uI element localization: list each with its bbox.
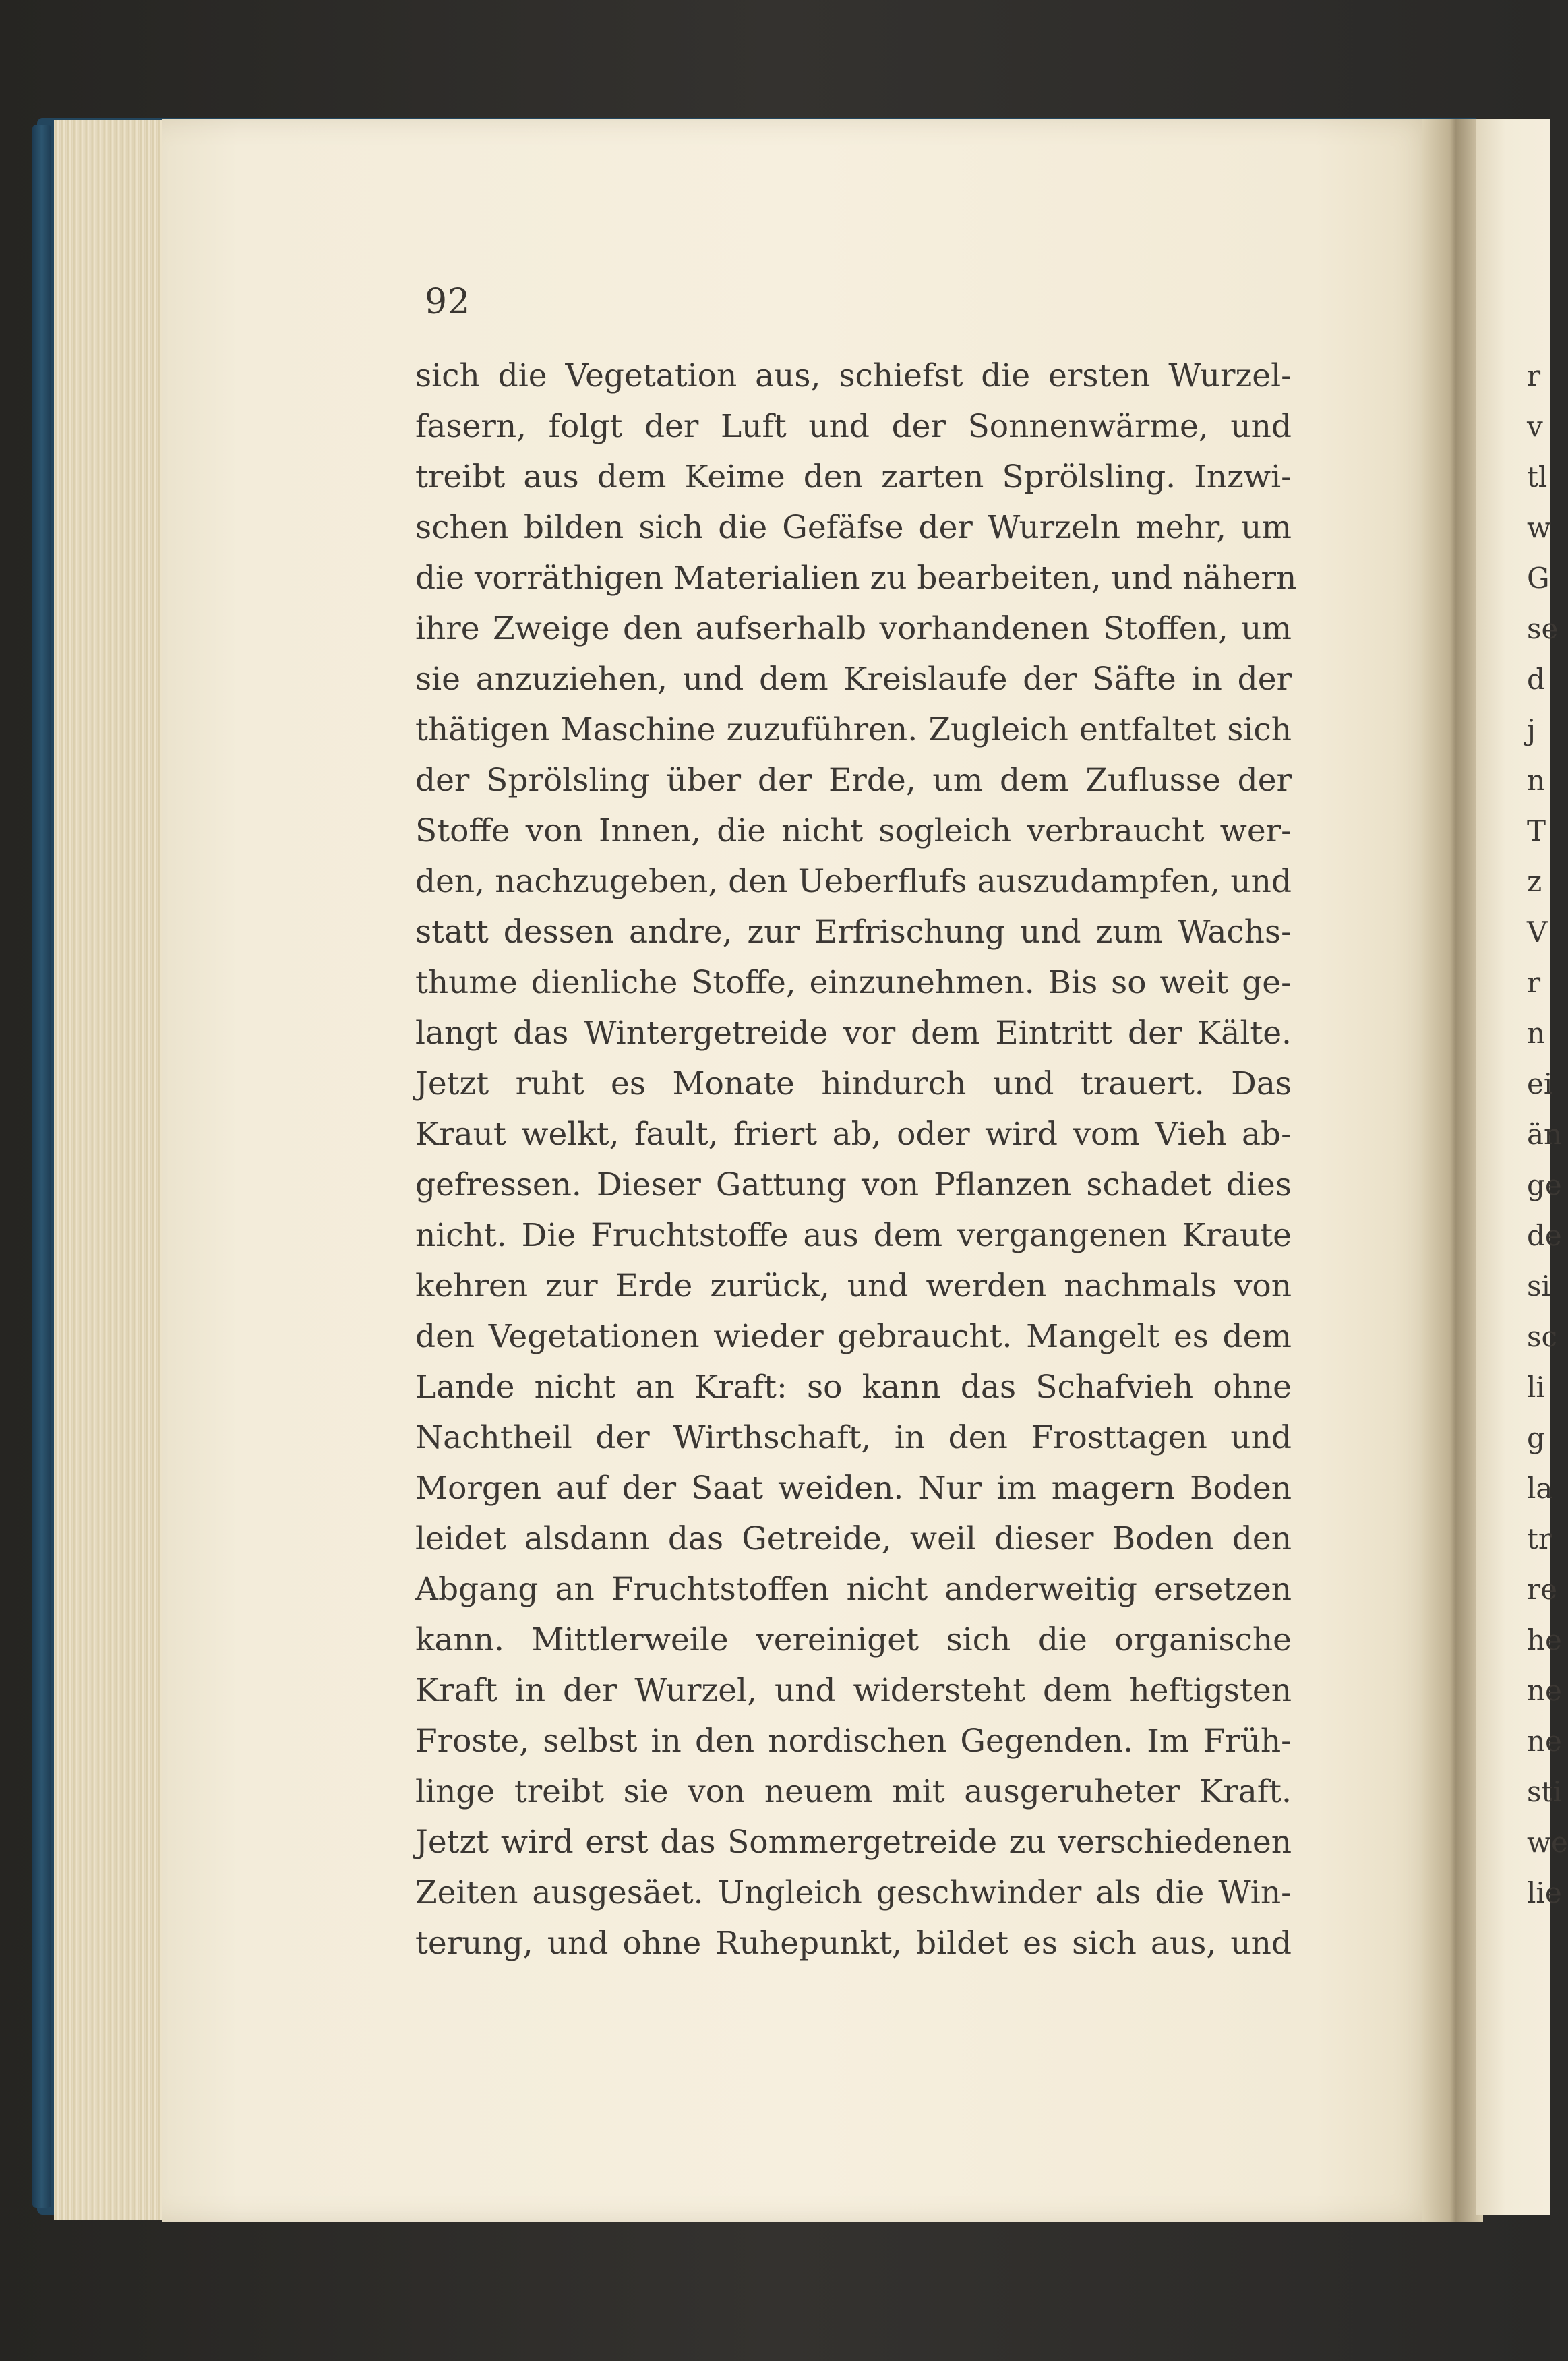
text-line: sich die Vegetation aus, schiefst die ersten Wurzel-	[415, 357, 1292, 394]
text-line: terung, und ohne Ruhepunkt, bildet es sich aus, und	[415, 1925, 1292, 1962]
text-line: den Vegetationen wieder gebraucht. Mangelt es dem	[415, 1318, 1292, 1355]
text-line: Froste, selbst in den nordischen Gegenden. Im Früh-	[415, 1723, 1292, 1760]
facing-page-fragment: g	[1527, 1421, 1545, 1454]
text-line: kann. Mittlerweile vereiniget sich die organische	[415, 1621, 1292, 1658]
facing-page-fragment: V	[1527, 916, 1548, 949]
body-text	[415, 351, 1297, 1969]
text-line: Nachtheil der Wirthschaft, in den Frosttagen und	[415, 1419, 1292, 1456]
facing-page-fragment: li	[1527, 1371, 1545, 1404]
facing-page-fragment: he	[1527, 1623, 1562, 1656]
text-line: schen bilden sich die Gefäfse der Wurzeln mehr, um	[415, 509, 1292, 546]
facing-page-fragment: n	[1527, 1017, 1546, 1050]
book-gutter	[1422, 119, 1483, 2222]
facing-page-fragment: ei	[1527, 1067, 1553, 1100]
text-line: Jetzt ruht es Monate hindurch und trauert. Das	[415, 1065, 1292, 1102]
text-line: fasern, folgt der Luft und der Sonnenwärme, und	[415, 408, 1292, 445]
text-line: kehren zur Erde zurück, und werden nachmals von	[415, 1267, 1292, 1305]
facing-page-fragment: r	[1527, 966, 1541, 999]
facing-page-fragment: d	[1527, 663, 1545, 696]
text-line: Morgen auf der Saat weiden. Nur im magern Boden	[415, 1470, 1292, 1507]
facing-page-fragment: ge	[1527, 1168, 1562, 1201]
facing-page-fragment: n	[1527, 764, 1546, 797]
facing-page-fragment: w	[1527, 511, 1551, 544]
facing-page-fragment: la	[1527, 1472, 1553, 1505]
book-spine-edge	[32, 125, 51, 2208]
text-line: leidet alsdann das Getreide, weil dieser Boden den	[415, 1520, 1292, 1557]
facing-page-fragment: se	[1527, 612, 1559, 645]
text-line: Stoffe von Innen, die nicht sogleich verbraucht wer-	[415, 812, 1292, 849]
facing-page-fragment: ne	[1527, 1674, 1562, 1707]
facing-page-fragment: tr	[1527, 1522, 1552, 1555]
text-line: ihre Zweige den aufserhalb vorhandenen Stoffen, um	[415, 610, 1292, 647]
text-line: linge treibt sie von neuem mit ausgeruheter Kraft.	[415, 1773, 1292, 1810]
facing-page-fragment: sc	[1527, 1320, 1558, 1353]
text-line: statt dessen andre, zur Erfrischung und zum Wachs-	[415, 914, 1292, 951]
text-line: treibt aus dem Keime den zarten Sprölsling. Inzwi-	[415, 458, 1292, 496]
page-edges	[54, 120, 169, 2220]
facing-page-fragment: we	[1527, 1826, 1568, 1859]
page-number: 92	[425, 282, 471, 322]
facing-page-text	[1527, 351, 1568, 1918]
text-line: gefressen. Dieser Gattung von Pflanzen schadet dies	[415, 1166, 1292, 1203]
facing-page-fragment: ne	[1527, 1725, 1562, 1758]
text-line: Kraut welkt, fault, friert ab, oder wird vom Vieh ab-	[415, 1116, 1292, 1153]
text-line: sie anzuziehen, und dem Kreislaufe der Säfte in der	[415, 661, 1292, 698]
text-line: Lande nicht an Kraft: so kann das Schafvieh ohne	[415, 1369, 1292, 1406]
text-line: Kraft in der Wurzel, und widersteht dem heftigsten	[415, 1672, 1292, 1709]
text-line: Jetzt wird erst das Sommergetreide zu verschiedenen	[415, 1824, 1292, 1861]
facing-page-fragment: T	[1527, 814, 1546, 847]
text-line: nicht. Die Fruchtstoffe aus dem vergangenen Kraute	[415, 1217, 1292, 1254]
facing-page-fragment: sti	[1527, 1775, 1562, 1808]
facing-page-fragment: lie	[1527, 1876, 1562, 1909]
text-line: Abgang an Fruchtstoffen nicht anderweitig ersetzen	[415, 1571, 1292, 1608]
text-line: thätigen Maschine zuzuführen. Zugleich entfaltet sich	[415, 711, 1292, 748]
facing-page-fragment: si	[1527, 1269, 1550, 1303]
facing-page-fragment: de	[1527, 1219, 1562, 1252]
facing-page-fragment: än	[1527, 1118, 1563, 1151]
text-line: thume dienliche Stoffe, einzunehmen. Bis so weit ge-	[415, 964, 1292, 1001]
text-line: der Sprölsling über der Erde, um dem Zuflusse der	[415, 762, 1292, 799]
facing-page-fragment: re	[1527, 1573, 1557, 1606]
text-line: den, nachzugeben, den Ueberflufs auszudampfen, und	[415, 863, 1292, 900]
facing-page-fragment: G	[1527, 562, 1550, 595]
facing-page-fragment: r	[1527, 359, 1541, 392]
facing-page-fragment: j	[1527, 713, 1536, 746]
facing-page-fragment: z	[1527, 865, 1542, 898]
facing-page-fragment: tl	[1527, 460, 1548, 494]
facing-page-fragment: v	[1527, 410, 1543, 443]
text-line: Zeiten ausgesäet. Ungleich geschwinder als die Win-	[415, 1874, 1292, 1911]
text-line: die vorräthigen Materialien zu bearbeiten, und nähern	[415, 560, 1297, 597]
text-line: langt das Wintergetreide vor dem Eintritt der Kälte.	[415, 1015, 1292, 1052]
